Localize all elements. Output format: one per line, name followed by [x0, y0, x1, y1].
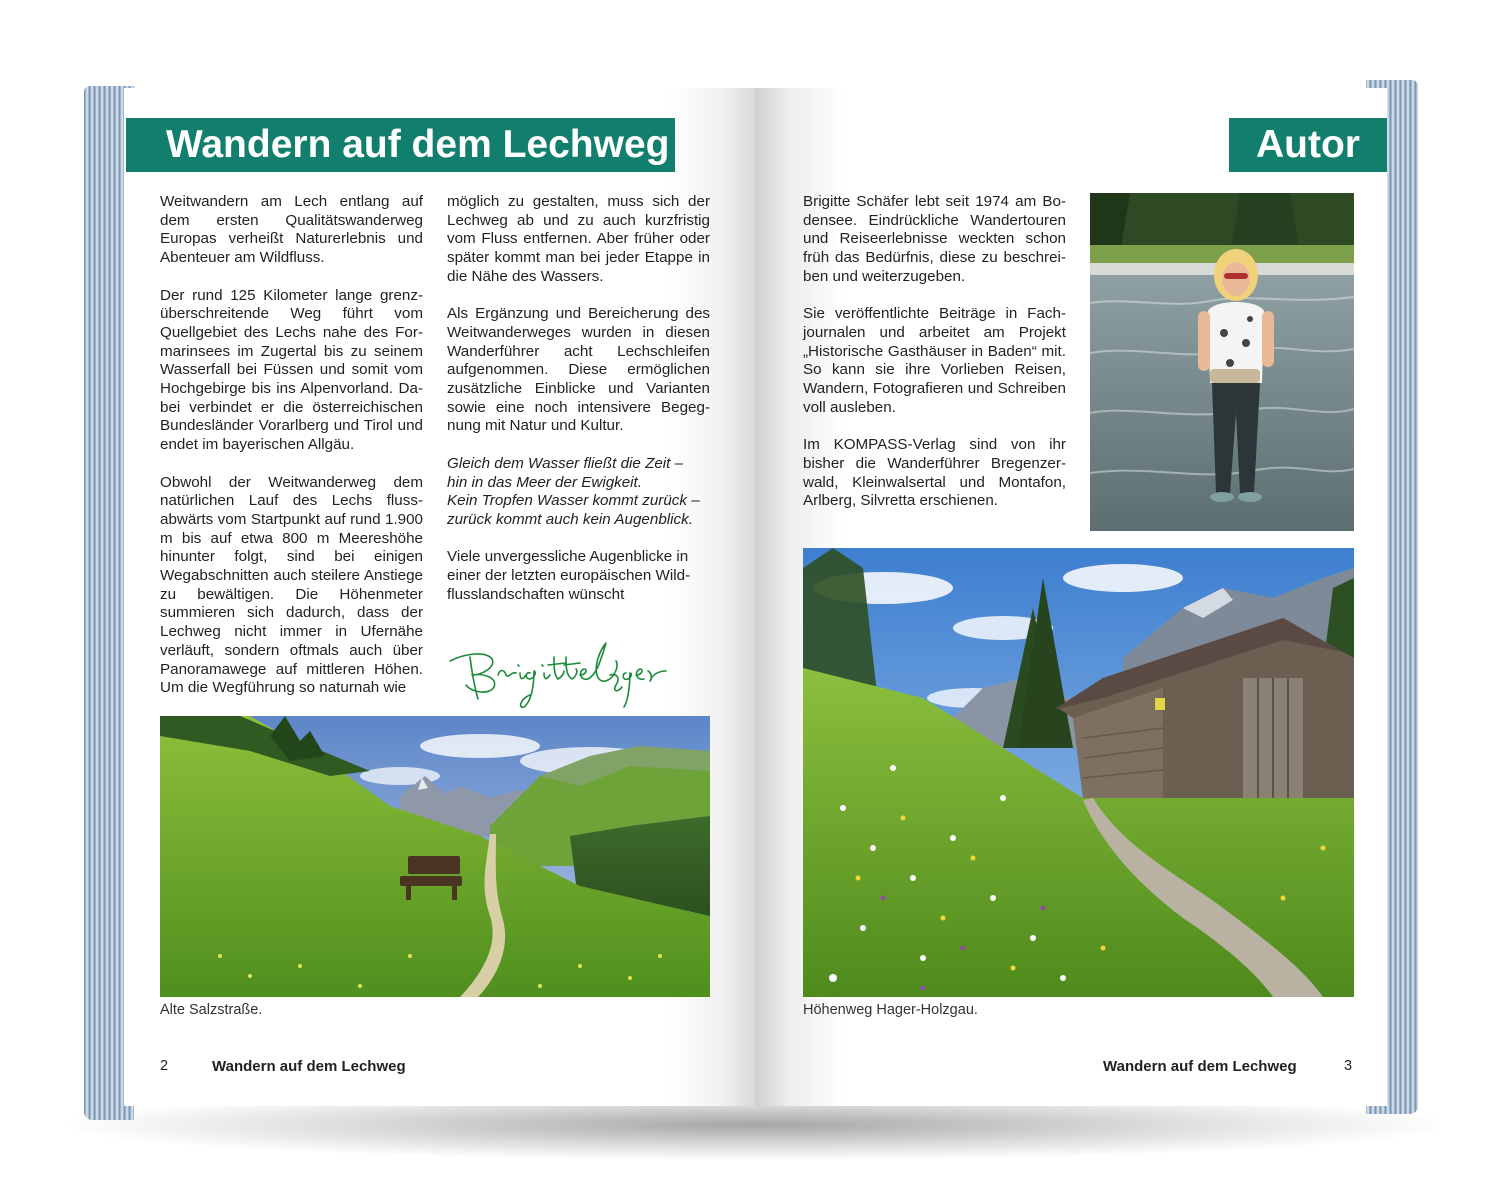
footer-title-right: Wandern auf dem Lechweg — [1103, 1058, 1297, 1075]
right-page — [755, 88, 1387, 1106]
photo-caption-right: Höhenweg Hager-Holzgau. — [803, 1002, 978, 1018]
page-title-right: Autor — [1229, 118, 1387, 172]
right-column — [803, 193, 1066, 511]
page-title-left: Wandern auf dem Lechweg — [126, 118, 675, 172]
quote-line: zurück kommt auch kein Augenblick. — [447, 510, 693, 528]
footer-title-left: Wandern auf dem Lechweg — [212, 1058, 406, 1075]
quote-line: Gleich dem Wasser fließt die Zeit – — [447, 454, 684, 472]
page-number-right: 3 — [1344, 1058, 1353, 1074]
left-column-2 — [447, 193, 710, 604]
quote-line: Kein Tropfen Wasser kommt zurück – — [447, 492, 700, 510]
quote — [447, 455, 710, 530]
paragraph: Weitwandern am Lech entlang auf dem ersten Qualitätswanderweg Europas verheißt Naturerlebnis und Abenteuer am Wildfluss. — [160, 193, 423, 267]
paragraph: Als Ergänzung und Bereicherung des Weitwanderweges wurden in diesen Wanderführer acht Lechschleifen aufgenommen. Diese ermöglichen zusätzliche Einblicke und Varianten sowie eine noch intensivere Begegnung mit Natur und Kultur. — [447, 305, 710, 435]
paragraph: Sie veröffentlichte Beiträge in Fachjournalen und arbeitet am Projekt „Historische Gasthäuser in Baden“ mit. So kann sie ihre Vorlieben Reisen, Wandern, Fotografieren und Schreiben voll ausleben. — [803, 305, 1066, 416]
photo-alte-salzstrasse — [160, 716, 710, 997]
left-page — [124, 88, 755, 1106]
author-photo — [1090, 193, 1354, 531]
photo-caption-left: Alte Salzstraße. — [160, 1002, 263, 1018]
left-column-1 — [160, 193, 423, 698]
paragraph: Der rund 125 Kilometer lange grenzüberschreitende Weg führt vom Quellgebiet des Lechs nahe des Formarinsees im Zugertal bis zu seinem Wasserfall bei Füssen und somit vom Hochgebirge bis ins Alpenvorland. Dabei verbindet er die österreichischen Bundesländer Vorarlberg und Tirol und endet im bayerischen Allgäu. — [160, 286, 423, 454]
paragraph: Brigitte Schäfer lebt seit 1974 am Bodensee. Eindrückliche Wandertouren und Reiseerlebnisse weckten schon früh das Bedürfnis, diese zu beschreiben und weiterzugeben. — [803, 193, 1066, 285]
paragraph: Im KOMPASS-Verlag sind von ihr bisher die Wanderführer Bregenzerwald, Kleinwalsertal und Montafon, Arlberg, Silvretta erschienen. — [803, 436, 1066, 510]
quote-line: hin in das Meer der Ewigkeit. — [447, 473, 642, 491]
paragraph: Viele unvergessliche Augenblicke in einer der letzten europäischen Wildflusslandschaften wünscht — [447, 548, 691, 603]
paragraph: möglich zu gestalten, muss sich der Lechweg ab und zu auch kurzfristig vom Fluss entfernen. Aber früher oder später kommt man bei jeder Etappe in die Nähe des Wassers. — [447, 193, 710, 285]
paragraph: Obwohl der Weitwanderweg dem natürlichen Lauf des Lechs flussabwärts vom Startpunkt auf rund 1.900 m bis auf etwa 800 m Meereshöhe hinunter folgt, sind bei einigen Wegabschnitten auch steilere Anstiege zu bewältigen. Die Höhenmeter summieren sich dadurch, dass der Lechweg nicht immer in Ufernähe verläuft, sondern oftmals auch über Panoramawege auf mittleren Höhen. Um die Wegführung so naturnah wie — [160, 473, 423, 697]
photo-hoehenweg-hager-holzgau — [803, 548, 1354, 997]
signature-image — [446, 613, 676, 713]
page-number-left: 2 — [160, 1058, 169, 1074]
